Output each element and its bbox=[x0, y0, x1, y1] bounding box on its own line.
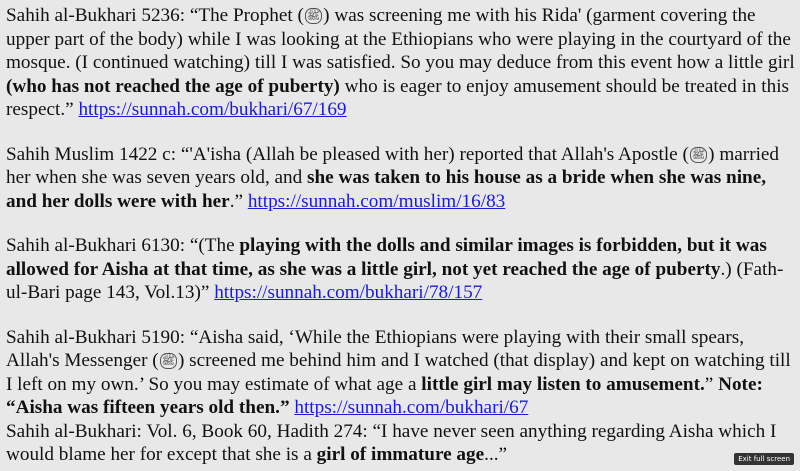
paragraph-text: ) screened me behind him and I watched (that display) and kept on watching till I left on my own.’ So you may estimate of what age a bbox=[6, 350, 791, 395]
bold-emphasis: playing with the dolls and similar images is forbidden, but it was allowed for Aisha at that time, as she was a little girl, not yet reached the age of puberty bbox=[6, 235, 767, 280]
paragraph-text: ) was screening me with his Rida' (garment covering the upper part of the body) while I was looking at the Ethiopians who were playing in the courtyard of the mosque. (I continued watching) till I was satisfied. So you may deduce from this event how a little girl bbox=[6, 5, 795, 73]
paragraph-text: Sahih al-Bukhari 5190: “Aisha said, ‘While the Ethiopians were playing with their small spears, Allah's Messenger ( bbox=[6, 326, 745, 371]
source-link[interactable]: https://sunnah.com/bukhari/78/157 bbox=[214, 282, 483, 303]
bold-note: Note: “Aisha was fifteen years old then.” bbox=[6, 373, 763, 418]
paragraph-text: Sahih al-Bukhari: Vol. 6, Book 60, Hadith 274: “I have never seen anything regarding Aisha which I would blame her for except that she is a bbox=[6, 420, 777, 465]
bold-emphasis: little girl may listen to amusement. bbox=[421, 373, 705, 395]
bold-emphasis: she was taken to his house as a bride when she was nine, and her dolls were with her bbox=[6, 167, 767, 212]
paragraph-text: Sahih al-Bukhari 5236: “The Prophet ( bbox=[6, 5, 304, 26]
paragraph-text: who is eager to enjoy amusement should be treated in this respect.” bbox=[6, 75, 790, 120]
source-link[interactable]: https://sunnah.com/bukhari/67 bbox=[294, 397, 529, 418]
bold-emphasis: (who has not reached the age of puberty) bbox=[6, 75, 340, 97]
source-link[interactable]: https://sunnah.com/bukhari/67/169 bbox=[78, 99, 347, 120]
bold-emphasis: girl of immature age bbox=[316, 444, 485, 465]
paragraph-text: ” bbox=[704, 373, 719, 395]
pbuh-seal-icon: ﷺ bbox=[161, 355, 175, 367]
paragraph-text: Sahih al-Bukhari 6130: “(The bbox=[6, 235, 240, 256]
paragraph-text: .) (Fath-ul-Bari page 143, Vol.13)” bbox=[6, 258, 784, 303]
hadith-paragraph-muslim-1422c bbox=[6, 143, 796, 214]
hadith-paragraph-bukhari-vol6 bbox=[6, 420, 796, 467]
exit-fullscreen-button[interactable]: Exit full screen bbox=[734, 453, 794, 465]
pbuh-seal-icon: ﷺ bbox=[691, 148, 706, 161]
source-link[interactable]: https://sunnah.com/muslim/16/83 bbox=[247, 190, 506, 212]
hadith-paragraph-bukhari-5236 bbox=[6, 4, 796, 122]
pbuh-seal-icon: ﷺ bbox=[306, 10, 321, 22]
paragraph-text: ) married her when she was seven years old, and bbox=[6, 143, 780, 188]
paragraph-text: Sahih Muslim 1422 c: “'A'isha (Allah be pleased with her) reported that Allah's Apostle ( bbox=[6, 143, 689, 165]
paragraph-text: .” bbox=[229, 190, 248, 212]
paragraph-text: ...” bbox=[484, 444, 508, 465]
hadith-paragraph-bukhari-6130 bbox=[6, 234, 796, 305]
document-body bbox=[6, 4, 796, 467]
hadith-paragraph-bukhari-5190 bbox=[6, 326, 796, 420]
